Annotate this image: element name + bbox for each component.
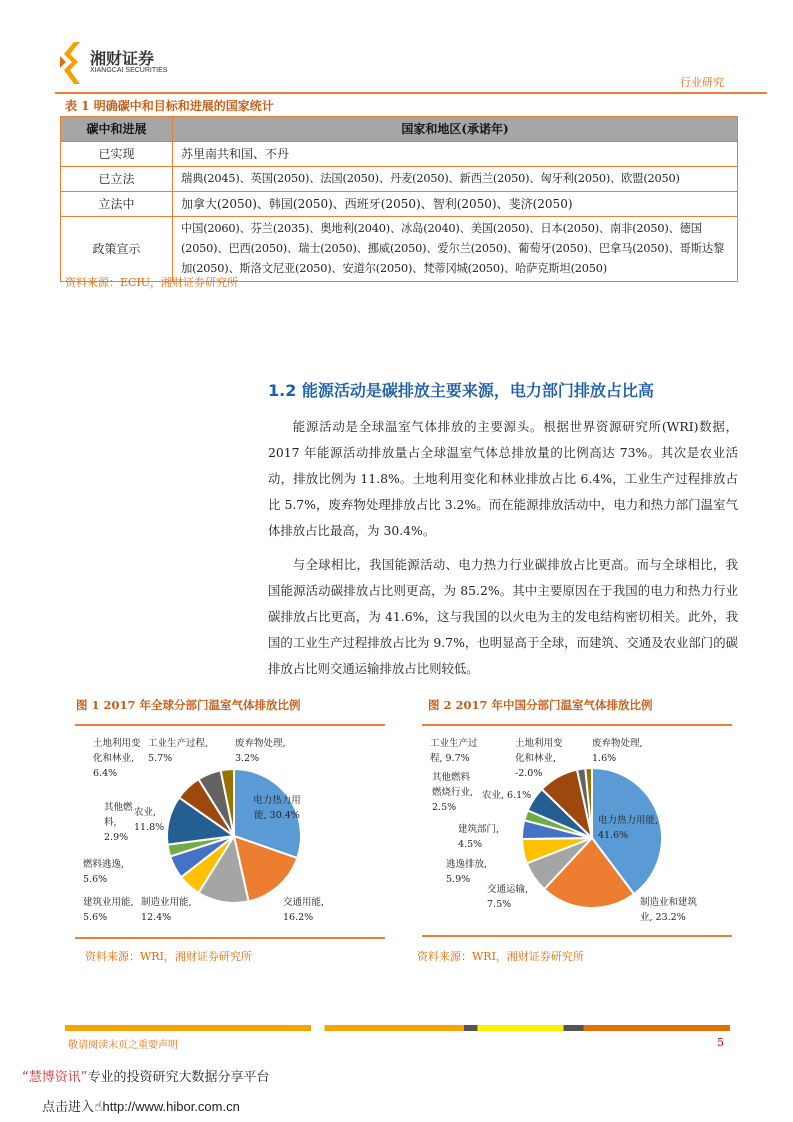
- promo-link[interactable]: [42, 1096, 240, 1115]
- countries-cell: 中国(2060)、芬兰(2035)、奥地利(2040)、冰岛(2040)、美国(2050)、日本(2050)、南非(2050)、德国(2050)、巴西(2050)、瑞士(2050)、挪威(2050)、爱尔兰(2050)、葡萄牙(2050)、巴拿马(2050)、哥斯达黎加(2050)、斯洛文尼亚(2050)、安道尔(2050)、梵蒂冈城(2050)、哈萨克斯坦(2050): [173, 217, 738, 282]
- body-paragraph: 能源活动是全球温室气体排放的主要源头。根据世界资源研究所(WRI)数据，2017 年能源活动排放量占全球温室气体总排放量的比例高达 73%。其次是农业活动，排放比例为 11.8%。土地利用变化和林业排放占比 6.4%，工业生产过程排放占比 5.7%，废弃物处理排放占比 3.2%。而在能源排放活动中，电力和热力部门温室气体排放占比最高，为 30.4%。: [268, 419, 738, 538]
- column-header: 国家和地区(承诺年): [173, 117, 738, 142]
- pie-label: 其他燃料燃烧行业, 2.5%: [432, 772, 474, 813]
- pie-label: 土地利用变化和林业, -2.0%: [515, 738, 563, 779]
- page-number: 5: [717, 1036, 724, 1049]
- progress-cell: 已实现: [61, 142, 173, 167]
- pie-label: 建筑部门, 4.5%: [458, 824, 500, 850]
- figure-1-caption: 图 1 2017 年全球分部门温室气体排放比例: [76, 698, 301, 712]
- pie-label: 建筑业用能, 5.6%: [83, 897, 134, 923]
- promo-text: 专业的投资研究大数据分享平台: [87, 1070, 270, 1085]
- pie-label: 电力热力用能, 41.6%: [598, 815, 659, 841]
- promo-enter: 点击进入: [42, 1100, 95, 1115]
- disclaimer-note: 敬请阅读末页之重要声明: [68, 1040, 178, 1051]
- pie-label: 农业, 6.1%: [482, 790, 532, 801]
- pie-label: 交通运输, 7.5%: [487, 884, 529, 910]
- table-source: 资料来源：ECIU，湘财证券研究所: [65, 276, 239, 289]
- figure-1-source: 资料来源：WRI，湘财证券研究所: [85, 950, 252, 963]
- promo-url[interactable]: http://www.hibor.com.cn: [102, 1099, 240, 1114]
- column-header: 碳中和进展: [61, 117, 173, 142]
- countries-cell: 苏里南共和国、不丹: [173, 142, 738, 167]
- progress-cell: 立法中: [61, 192, 173, 217]
- pie-label: 工业生产过程, 9.7%: [430, 738, 478, 764]
- pie-label: 农业, 11.8%: [134, 807, 165, 833]
- logo-subtext: XIANGCAI SECURITIES: [90, 67, 168, 74]
- section-heading: 1.2 能源活动是碳排放主要来源，电力部门排放占比高: [268, 381, 654, 400]
- body-paragraph: 与全球相比，我国能源活动、电力热力行业碳排放占比更高。而与全球相比，我国能源活动碳排放占比则更高，为 85.2%。其中主要原因在于我国的电力和热力行业碳排放占比更高，为 41.6%，这与我国的以火电为主的发电结构密切相关。此外，我国的工业生产过程排放占比为 9.7%，也明显高于全球，而建筑、交通及农业部门的碳排放占比则交通运输排放占比则较低。: [268, 557, 738, 676]
- pie-label: 工业生产过程, 5.7%: [148, 738, 209, 764]
- pie-label: 其他燃料, 2.9%: [104, 802, 133, 843]
- progress-cell: 已立法: [61, 167, 173, 192]
- figure-2-source: 资料来源：WRI，湘财证券研究所: [417, 950, 584, 963]
- pie-label: 制造业和建筑业, 23.2%: [640, 897, 698, 923]
- footer-bar: [65, 1025, 730, 1031]
- figure-2-caption: 图 2 2017 年中国分部门温室气体排放比例: [428, 698, 653, 712]
- countries-cell: 加拿大(2050)、韩国(2050)、西班牙(2050)、智利(2050)、斐济(2050): [173, 192, 738, 217]
- figure-rule: [422, 935, 732, 937]
- table-caption: 表 1 明确碳中和目标和进展的国家统计: [65, 99, 274, 113]
- progress-cell: 政策宣示: [61, 217, 173, 282]
- promo-line: [22, 1066, 270, 1085]
- pie-label: 土地利用变化和林业, 6.4%: [93, 738, 141, 779]
- promo-brand[interactable]: “慧博资讯”: [22, 1070, 88, 1085]
- pie-label: 废弃物处理, 1.6%: [592, 738, 643, 764]
- section-label: 行业研究: [680, 76, 724, 89]
- countries-cell: 瑞典(2045)、英国(2050)、法国(2050)、丹麦(2050)、新西兰(2050)、匈牙利(2050)、欧盟(2050): [173, 167, 738, 192]
- pie-label: 逃逸排放, 5.9%: [446, 859, 488, 885]
- pie-label: 交通用能, 16.2%: [283, 897, 325, 923]
- logo-text: 湘财证券: [90, 49, 155, 68]
- pointer-hand-icon: ☝: [94, 1099, 103, 1115]
- pie-label: 制造业用能, 12.4%: [141, 897, 192, 923]
- pie-label: 电力热力用能, 30.4%: [253, 795, 301, 821]
- pie-label: 废弃物处理, 3.2%: [235, 738, 286, 764]
- pie-label: 燃料逃逸, 5.6%: [83, 859, 125, 885]
